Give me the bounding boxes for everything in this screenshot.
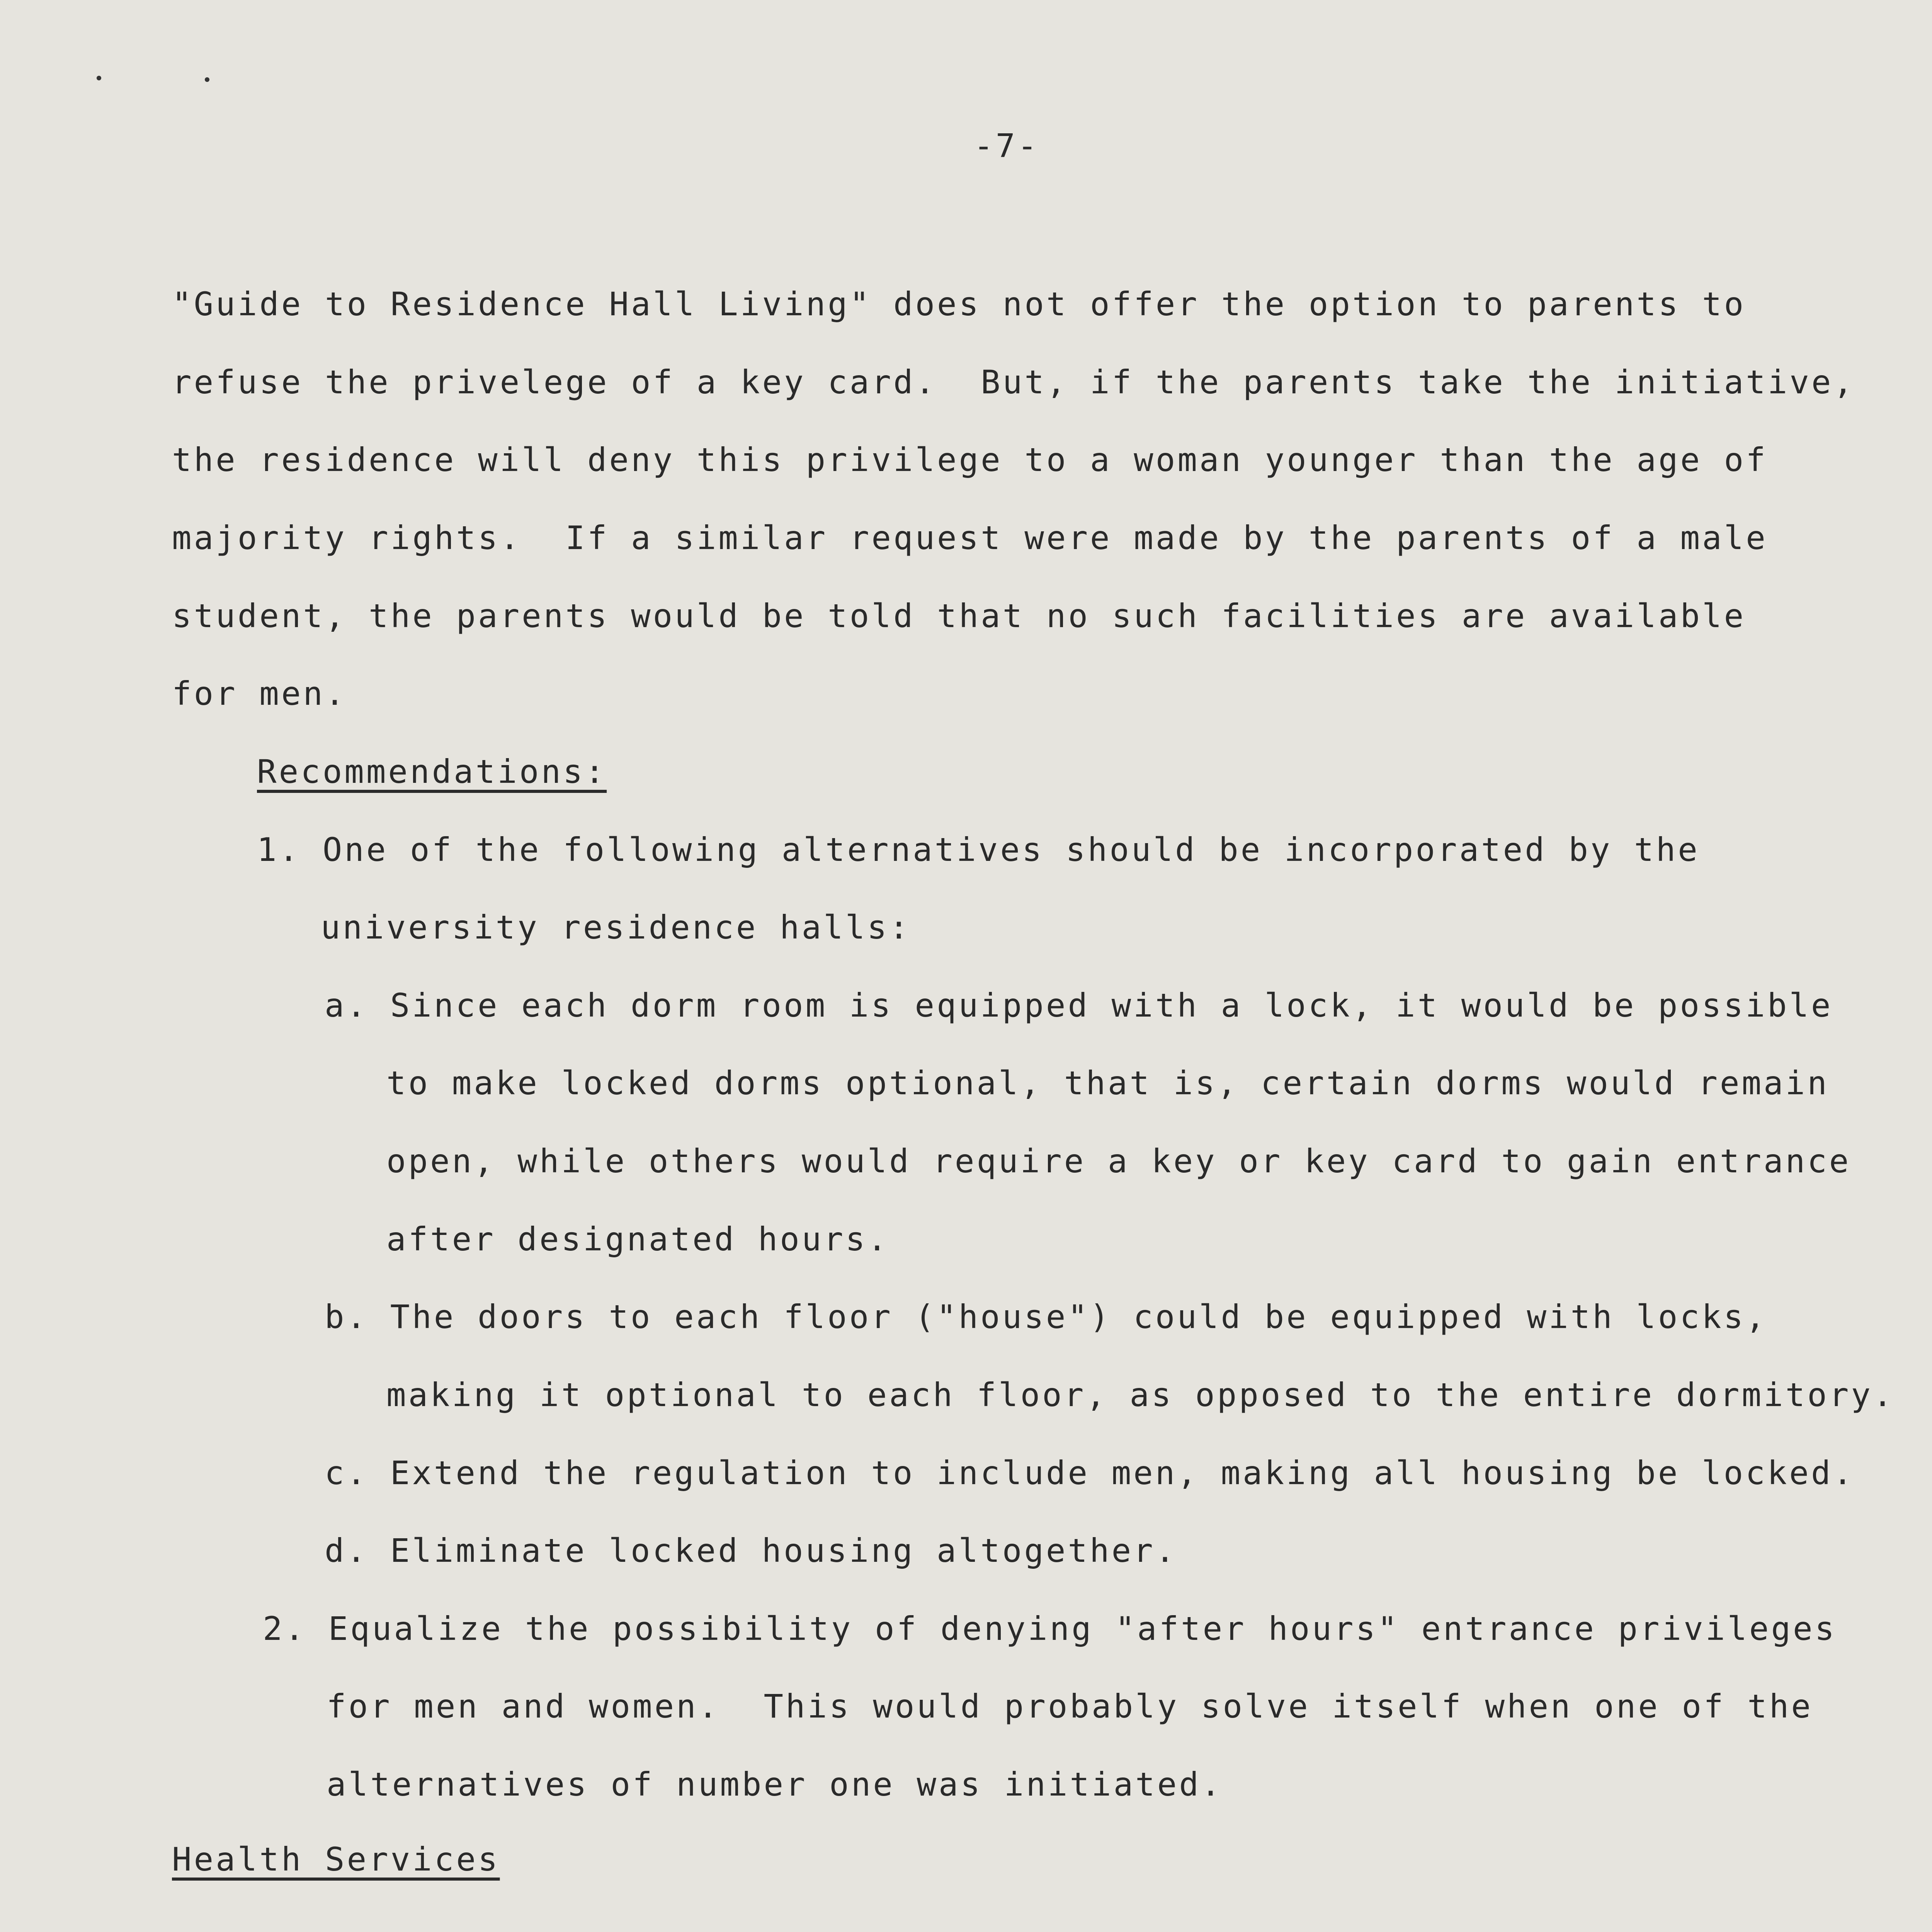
paragraph-line: the residence will deny this privilege to a woman younger than the age of <box>172 441 1768 479</box>
paragraph-line: "Guide to Residence Hall Living" does not offer the option to parents to <box>172 285 1746 323</box>
recommendation-1d: d. Eliminate locked housing altogether. <box>325 1532 1177 1570</box>
recommendation-1: 1. One of the following alternatives should be incorporated by the <box>257 831 1700 869</box>
recommendation-1-cont: university residence halls: <box>321 908 911 946</box>
recommendations-heading: Recommendations: <box>257 753 607 791</box>
paper-speck <box>97 76 101 80</box>
recommendation-1a-cont: to make locked dorms optional, that is, certain dorms would remain <box>386 1064 1829 1102</box>
recommendation-1a: a. Since each dorm room is equipped with a lock, it would be possible <box>325 986 1833 1024</box>
recommendation-1a-cont: open, while others would require a key or key card to gain entrance <box>386 1142 1851 1180</box>
paragraph-line: refuse the privelege of a key card. But, if the parents take the initiative, <box>172 363 1855 401</box>
paragraph-line: for men. <box>172 675 347 713</box>
page-number: -7- <box>974 127 1039 165</box>
paper-speck <box>205 77 209 82</box>
recommendation-2-cont: alternatives of number one was initiated. <box>327 1765 1223 1803</box>
recommendation-1c: c. Extend the regulation to include men, making all housing be locked. <box>325 1454 1855 1492</box>
recommendation-1b-cont: making it optional to each floor, as opposed to the entire dormitory. <box>386 1376 1895 1414</box>
paragraph-line: majority rights. If a similar request were made by the parents of a male <box>172 519 1768 557</box>
recommendation-1b: b. The doors to each floor ("house") could be equipped with locks, <box>325 1298 1767 1336</box>
paragraph-line: student, the parents would be told that no such facilities are available <box>172 597 1746 635</box>
recommendation-2: 2. Equalize the possibility of denying "after hours" entrance privileges <box>263 1610 1837 1648</box>
recommendation-1a-cont: after designated hours. <box>386 1220 889 1258</box>
section-heading: Health Services <box>172 1840 500 1878</box>
recommendation-2-cont: for men and women. This would probably solve itself when one of the <box>327 1687 1813 1725</box>
